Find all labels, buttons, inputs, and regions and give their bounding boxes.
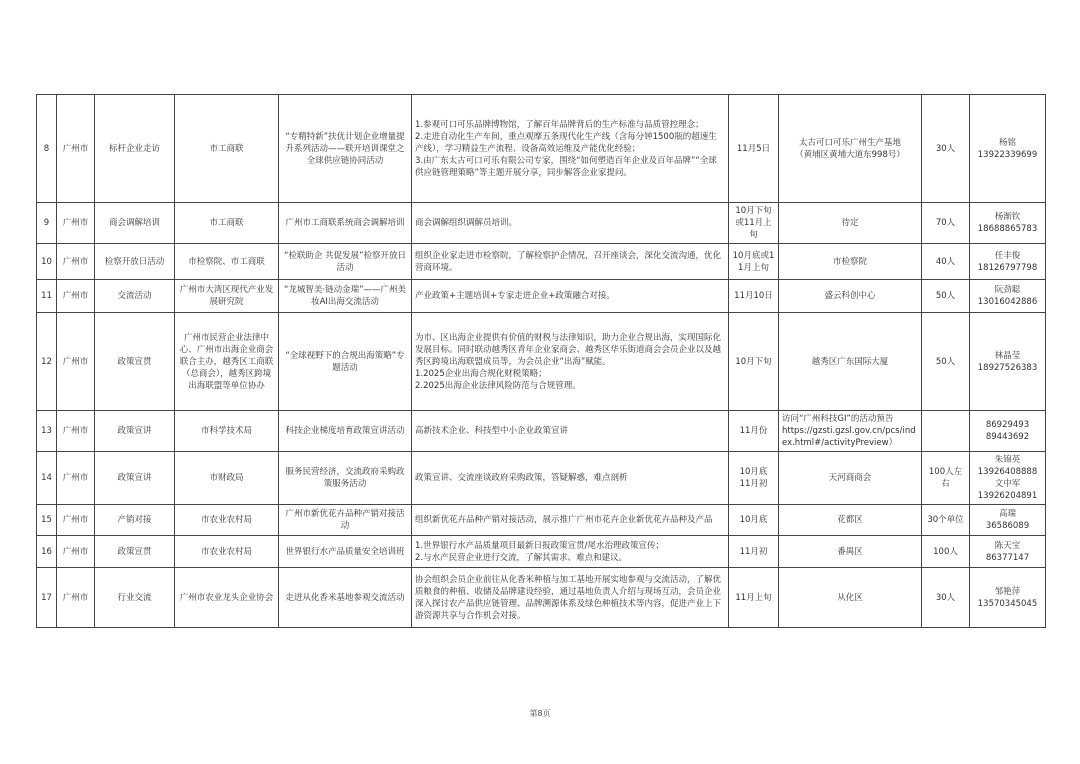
organizer-cell: 市科学技术局 — [175, 411, 279, 452]
activity-content-cell: 产业政策+主题培训+专家走进企业+政策融合对接。 — [412, 280, 729, 313]
contact-cell: 阮劲聪 13016042886 — [970, 280, 1046, 313]
activity-name-cell: “龙城智美·链动金瑞”——广州美妆AI出海交流活动 — [279, 280, 412, 313]
activity-time-cell: 11月份 — [729, 411, 779, 452]
organizer-cell: 广州市大湾区现代产业发展研究院 — [175, 280, 279, 313]
scale-cell: 50人 — [922, 280, 970, 313]
activity-type-cell: 政策宣贯 — [95, 536, 175, 568]
table-row — [37, 505, 1046, 536]
city-cell: 广州市 — [57, 411, 95, 452]
table-row — [37, 452, 1046, 505]
organizer-cell: 市农业农村局 — [175, 505, 279, 536]
table-row — [37, 244, 1046, 280]
activity-type-cell: 标杆企业走访 — [95, 95, 175, 203]
location-cell: 太古可口可乐广州生产基地 （黄埔区黄埔大道东998号） — [779, 95, 922, 203]
row-number: 12 — [37, 313, 57, 411]
row-number: 14 — [37, 452, 57, 505]
activity-time-cell: 10月下旬或11月上旬 — [729, 203, 779, 244]
row-number: 8 — [37, 95, 57, 203]
city-cell: 广州市 — [57, 568, 95, 628]
activity-type-cell: 商会调解培训 — [95, 203, 175, 244]
scale-cell: 40人 — [922, 244, 970, 280]
activity-content-cell: 1.参观可口可乐品牌博物馆，了解百年品牌背后的生产标准与品质管控理念； 2.走进自动化生产车间，重点观摩五条现代化生产线（含每分钟1500瓶的超速生产线），学习精益生产流程、设备高效运维及产能优化经验； 3.由广东太古可口可乐有限公司专家，围绕“如何塑造百年企业及百年品牌”“全球供应链管理策略”等主题开展分享，同步解答企业家提问。 — [412, 95, 729, 203]
activity-content-cell: 组织企业家走进市检察院，了解检察护企情况，召开座谈会，深化交流沟通，优化营商环境。 — [412, 244, 729, 280]
contact-cell: 高瑞 36586089 — [970, 505, 1046, 536]
activity-content-cell: 1.世界银行水产品质量项目最新日报政策宣贯/尾水治理政策宣传； 2.与水产民营企业进行交流，了解其需求、难点和建议。 — [412, 536, 729, 568]
activity-name-cell: 科技企业梯度培育政策宣讲活动 — [279, 411, 412, 452]
contact-cell: 林晶莹 18927526383 — [970, 313, 1046, 411]
organizer-cell: 市工商联 — [175, 95, 279, 203]
row-number: 10 — [37, 244, 57, 280]
contact-cell: 陈天宝 86377147 — [970, 536, 1046, 568]
contact-cell: 杨铭 13922339699 — [970, 95, 1046, 203]
activity-time-cell: 11月5日 — [729, 95, 779, 203]
activity-name-cell: 走进从化香米基地参观交流活动 — [279, 568, 412, 628]
city-cell: 广州市 — [57, 505, 95, 536]
activity-content-cell: 为市、区出海企业提供有价值的财税与法律知识，助力企业合规出海，实现国际化发展目标。同时联动越秀区青年企业家商会、越秀区华乐街道商会会员企业以及越秀区跨境出海联盟成员等，为会员企业“出海”赋能。 1.2025企业出海合规化财税策略； 2.2025出海企业法律风险防范与合规管理。 — [412, 313, 729, 411]
city-cell: 广州市 — [57, 203, 95, 244]
activity-content-cell: 高新技术企业、科技型中小企业政策宣讲 — [412, 411, 729, 452]
activity-name-cell: “专精特新”扶优计划企业增量提升系列活动——联开培训课堂之全球供应链协同活动 — [279, 95, 412, 203]
table-row — [37, 568, 1046, 628]
activity-type-cell: 行业交流 — [95, 568, 175, 628]
scale-cell: 70人 — [922, 203, 970, 244]
organizer-cell: 市财政局 — [175, 452, 279, 505]
location-cell: 从化区 — [779, 568, 922, 628]
activity-type-cell: 政策宣讲 — [95, 452, 175, 505]
organizer-cell: 市检察院、市工商联 — [175, 244, 279, 280]
scale-cell: 30人 — [922, 568, 970, 628]
table-row — [37, 95, 1046, 203]
location-cell: 盛云科创中心 — [779, 280, 922, 313]
activity-content-cell: 协会组织会员企业前往从化香米种植与加工基地开展实地参观与交流活动，了解优质粮食的种植、收储及品牌建设经验，通过基地负责人介绍与现场互动，会员企业深入探讨农产品供应链管理、品牌溯源体系及绿色种植技术等内容，促进产业上下游资源共享与合作机会对接。 — [412, 568, 729, 628]
location-cell: 花都区 — [779, 505, 922, 536]
scale-cell: 100人 — [922, 536, 970, 568]
location-cell: 天河商商会 — [779, 452, 922, 505]
activity-time-cell: 10月底 11月初 — [729, 452, 779, 505]
table-row — [37, 536, 1046, 568]
activity-type-cell: 交流活动 — [95, 280, 175, 313]
activity-content-cell: 政策宣讲、交流座谈政府采购政策，答疑解惑，难点剖析 — [412, 452, 729, 505]
activity-name-cell: 世界银行水产品质量安全培训班 — [279, 536, 412, 568]
activity-time-cell: 10月底 — [729, 505, 779, 536]
organizer-cell: 广州市农业龙头企业协会 — [175, 568, 279, 628]
organizer-cell: 市工商联 — [175, 203, 279, 244]
activity-time-cell: 10月底或11月上旬 — [729, 244, 779, 280]
activity-name-cell: “检联助企 共促发展”检察开放日活动 — [279, 244, 412, 280]
scale-cell: 50人 — [922, 313, 970, 411]
activity-time-cell: 11月10日 — [729, 280, 779, 313]
activity-name-cell: 广州市新优花卉品种产销对接活动 — [279, 505, 412, 536]
table-row — [37, 411, 1046, 452]
activity-type-cell: 政策宣贯 — [95, 313, 175, 411]
activity-content-cell: 商会调解组织调解员培训。 — [412, 203, 729, 244]
city-cell: 广州市 — [57, 95, 95, 203]
activity-type-cell: 检察开放日活动 — [95, 244, 175, 280]
activity-time-cell: 10月下旬 — [729, 313, 779, 411]
contact-cell: 任丰俊 18126797798 — [970, 244, 1046, 280]
row-number: 13 — [37, 411, 57, 452]
table-row — [37, 203, 1046, 244]
row-number: 11 — [37, 280, 57, 313]
city-cell: 广州市 — [57, 313, 95, 411]
contact-cell: 朱锦英 13926408888 文中军 13926204891 — [970, 452, 1046, 505]
city-cell: 广州市 — [57, 244, 95, 280]
scale-cell: 30人 — [922, 95, 970, 203]
scale-cell: 100人左右 — [922, 452, 970, 505]
scale-cell — [922, 411, 970, 452]
contact-cell: 86929493 89443692 — [970, 411, 1046, 452]
row-number: 16 — [37, 536, 57, 568]
activity-name-cell: 广州市工商联系统商会调解培训 — [279, 203, 412, 244]
scale-cell: 30个单位 — [922, 505, 970, 536]
row-number: 15 — [37, 505, 57, 536]
activity-schedule-table — [36, 94, 1046, 628]
contact-cell: 邹艳萍 13570345045 — [970, 568, 1046, 628]
table-row — [37, 280, 1046, 313]
contact-cell: 杨渐钦 18688865783 — [970, 203, 1046, 244]
city-cell: 广州市 — [57, 452, 95, 505]
organizer-cell: 广州市民营企业法律中心、广州市出海企业商会联合主办，越秀区工商联（总商会），越秀区跨境出海联盟等单位协办 — [175, 313, 279, 411]
location-cell: 待定 — [779, 203, 922, 244]
location-cell: 番禺区 — [779, 536, 922, 568]
activity-content-cell: 组织新优花卉品种产销对接活动，展示推广广州市花卉企业新优花卉品种及产品 — [412, 505, 729, 536]
activity-type-cell: 政策宣讲 — [95, 411, 175, 452]
row-number: 17 — [37, 568, 57, 628]
activity-time-cell: 11月上旬 — [729, 568, 779, 628]
table-body — [37, 95, 1046, 628]
location-cell: 市检察院 — [779, 244, 922, 280]
organizer-cell: 市农业农村局 — [175, 536, 279, 568]
activity-time-cell: 11月初 — [729, 536, 779, 568]
activity-type-cell: 产销对接 — [95, 505, 175, 536]
row-number: 9 — [37, 203, 57, 244]
location-cell: 越秀区广东国际大厦 — [779, 313, 922, 411]
activity-name-cell: 服务民营经济，交流政府采购政策服务活动 — [279, 452, 412, 505]
city-cell: 广州市 — [57, 280, 95, 313]
city-cell: 广州市 — [57, 536, 95, 568]
table-row — [37, 313, 1046, 411]
page-number: 第8页 — [529, 709, 551, 718]
location-cell: 访问“广州科技GI”的活动预告 https://gzsti.gzsl.gov.cn/pcs/index.html#/activityPreview） — [779, 411, 922, 452]
activity-name-cell: “全球视野下的合规出海策略”专题活动 — [279, 313, 412, 411]
